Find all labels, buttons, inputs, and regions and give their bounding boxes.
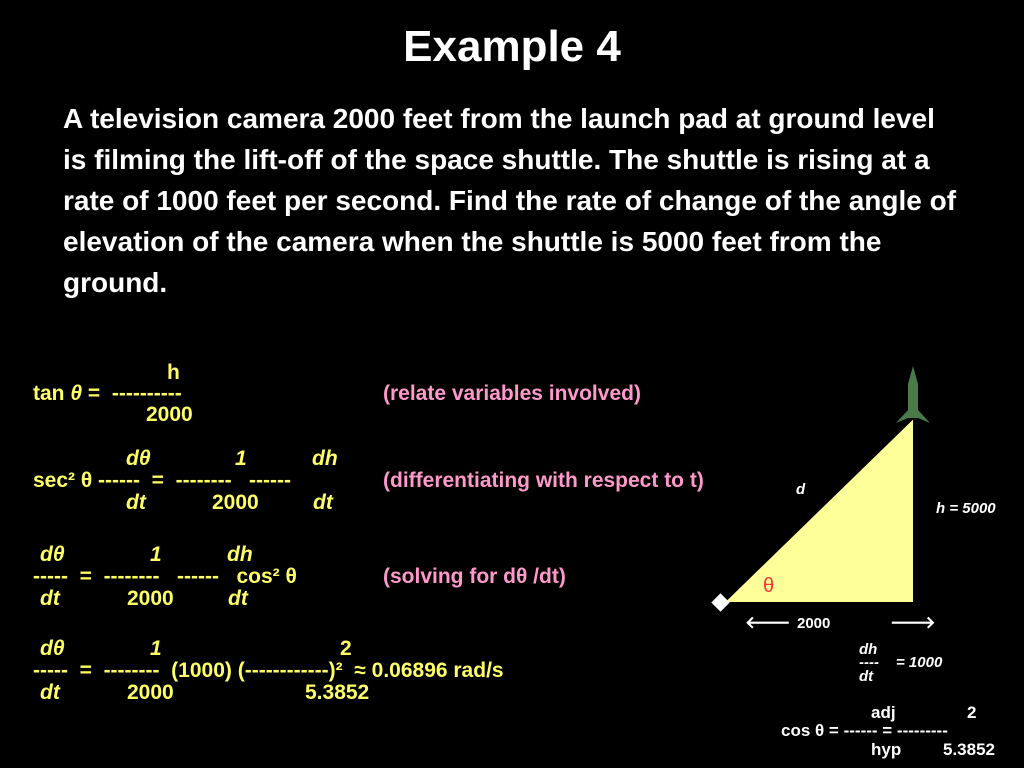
rate-denominator: dt — [859, 668, 874, 685]
right-arrow-icon: 🡒 — [890, 613, 936, 632]
cos-line: cos θ = ------ = --------- — [781, 721, 948, 740]
cos-num-2: 2 — [967, 703, 977, 722]
eq4-line: ----- = -------- (1000) (------------)² ≈ 0.06896 rad/s — [33, 659, 504, 682]
rate-numerator: dh — [859, 641, 878, 658]
right-triangle — [728, 422, 912, 601]
rate-value: = 1000 — [896, 654, 943, 671]
eq4-den-dt: dt — [40, 681, 60, 704]
problem-statement: A television camera 2000 feet from the launch pad at ground level is filming the lift-off of the space shuttle. The shuttle is rising at a rate of 1000 feet per second. Find the rate of change of the angle of elevation of the camera when the shuttle is 5000 feet from the ground. — [63, 103, 957, 298]
eq3-den-dt: dt — [40, 587, 60, 610]
eq2-den-2000: 2000 — [212, 491, 259, 514]
eq1-denominator: 2000 — [146, 403, 193, 426]
eq3-den-dt2: dt — [228, 587, 248, 610]
eq2-den-dt2: dt — [313, 491, 333, 514]
cos-den-5.3852: 5.3852 — [943, 740, 995, 759]
eq2-line: sec² θ ------ = -------- ------ — [33, 469, 292, 492]
base-label: 2000 — [797, 615, 831, 632]
rocket-icon — [896, 366, 930, 423]
eq3-comment: (solving for dθ /dt) — [383, 565, 566, 588]
eq2-den-dt: dt — [126, 491, 146, 514]
eq2-num-dtheta: dθ — [126, 447, 151, 470]
eq2-num-dh: dh — [312, 447, 338, 470]
eq3-num-dtheta: dθ — [40, 543, 65, 566]
camera-icon — [711, 593, 729, 611]
hypotenuse-label: d — [796, 481, 806, 498]
eq4-num-dtheta: dθ — [40, 637, 65, 660]
eq2-comment: (differentiating with respect to t) — [383, 469, 704, 492]
eq3-num-dh: dh — [227, 543, 253, 566]
eq3-line: ----- = -------- ------ cos² θ — [33, 565, 297, 588]
eq4-den-2000: 2000 — [127, 681, 174, 704]
eq2-num-1: 1 — [235, 447, 247, 470]
theta-label: θ — [763, 575, 775, 597]
eq1-numerator: h — [167, 361, 180, 384]
eq1-line: tan θ = ---------- — [33, 382, 182, 405]
eq4-den-5.3852: 5.3852 — [305, 681, 370, 704]
eq4-num-2: 2 — [340, 637, 352, 660]
eq4-num-1: 1 — [150, 637, 162, 660]
eq1-comment: (relate variables involved) — [383, 382, 641, 405]
left-arrow-icon: 🡐 — [745, 613, 791, 632]
eq3-den-2000: 2000 — [127, 587, 174, 610]
height-label: h = 5000 — [936, 500, 996, 517]
rate-bar: ---- — [859, 654, 879, 671]
page-title: Example 4 — [403, 22, 621, 71]
eq3-num-1: 1 — [150, 543, 162, 566]
cos-den-hyp: hyp — [871, 740, 902, 759]
cos-num-adj: adj — [871, 703, 896, 722]
